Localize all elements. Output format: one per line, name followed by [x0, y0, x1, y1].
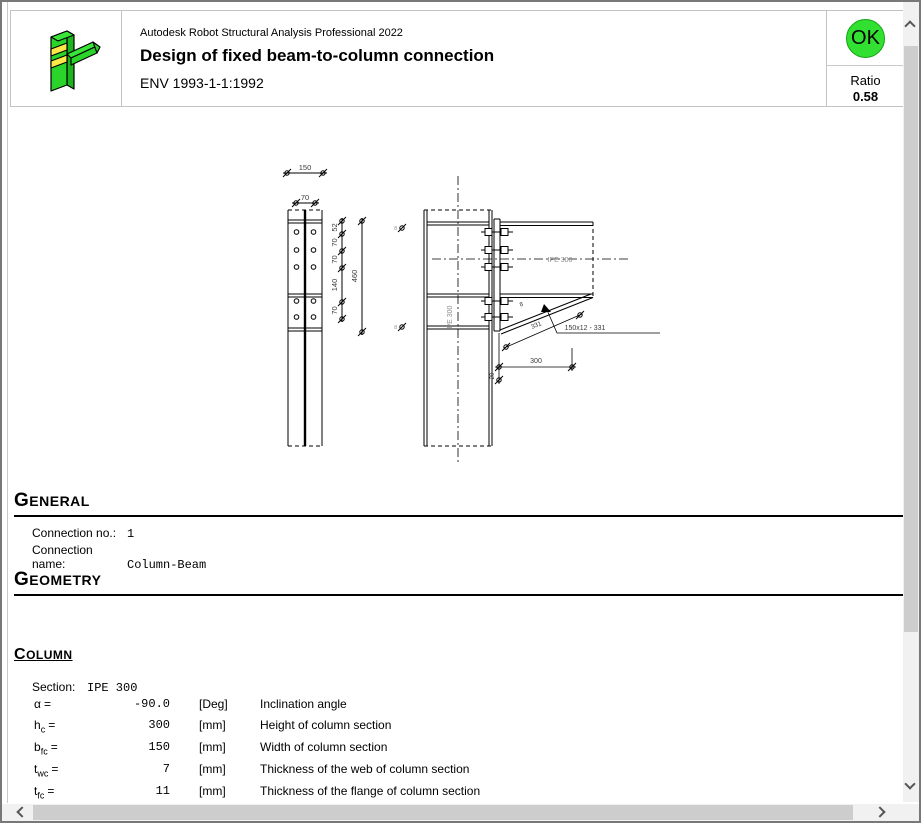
connection-name-value: Column-Beam: [127, 558, 207, 572]
connection-name-label: Connection name:: [32, 543, 93, 571]
chevron-right-icon[interactable]: [874, 806, 885, 817]
vertical-scrollbar-thumb[interactable]: [904, 46, 918, 632]
chevron-left-icon[interactable]: [16, 806, 27, 817]
column-section-label: Section:: [32, 680, 76, 694]
horizontal-scrollbar[interactable]: [2, 804, 903, 821]
ratio-value: 0.58: [852, 89, 879, 104]
connection-number-label: Connection no.:: [32, 526, 117, 540]
haunch-plate-label: 150x12 - 331: [564, 325, 606, 332]
param-value: 300: [148, 718, 170, 732]
design-code: ENV 1993-1-1:1992: [140, 75, 264, 91]
param-row-hc: [2, 718, 762, 738]
chevron-up-icon[interactable]: [904, 20, 915, 31]
param-unit: [mm]: [199, 784, 226, 798]
scrollbar-corner: [903, 804, 919, 821]
page-title: Design of fixed beam-to-column connection: [140, 46, 495, 65]
column-section-value: IPE 300: [87, 681, 138, 695]
param-unit: [mm]: [199, 718, 226, 732]
dim-chain-70b-label: 70: [330, 255, 339, 264]
param-unit: [Deg]: [199, 697, 228, 711]
param-description: Thickness of the web of column section: [260, 762, 470, 776]
param-value: 7: [162, 762, 170, 776]
dim-chain-140-label: 140: [330, 278, 339, 292]
param-symbol: $h_c$ =: [34, 718, 56, 735]
param-value: 150: [148, 740, 170, 754]
param-row-twc: [2, 762, 762, 782]
vertical-scrollbar[interactable]: [903, 2, 919, 802]
param-row-tfc: [2, 784, 762, 804]
dim-chain-52-label: 52: [330, 223, 339, 232]
chevron-down-icon[interactable]: [904, 778, 915, 789]
ok-circle-icon: OK: [846, 19, 885, 58]
ratio-label: Ratio: [850, 73, 881, 88]
param-symbol: $t_{wc}$ =: [34, 762, 59, 779]
weld-haunch-label: 8: [519, 301, 525, 309]
column-section-row: [32, 680, 137, 695]
report-body: [2, 2, 903, 802]
param-symbol: α =: [34, 697, 51, 711]
subsection-heading-column: COLUMN: [14, 646, 73, 663]
dim-total-height-label: 460: [350, 269, 359, 283]
param-description: Height of column section: [260, 718, 392, 732]
param-unit: [mm]: [199, 762, 226, 776]
horizontal-scrollbar-thumb[interactable]: [33, 805, 853, 820]
param-value: 11: [155, 784, 170, 798]
param-unit: [mm]: [199, 740, 226, 754]
dim-offset-label: 20: [490, 372, 496, 380]
dim-span-label: 300: [530, 358, 542, 365]
param-description: Width of column section: [260, 740, 388, 754]
param-value: -90.0: [133, 697, 170, 711]
param-description: Inclination angle: [260, 697, 347, 711]
weld-bottom-label: 8: [394, 325, 397, 331]
dim-plate-width-label: 150: [298, 163, 312, 172]
param-row-bfc: [2, 740, 762, 760]
connection-number-row: [32, 526, 134, 541]
app-name: Autodesk Robot Structural Analysis Professional 2022: [140, 27, 403, 39]
param-symbol: $t_{fc}$ =: [34, 784, 55, 801]
column-section-label: IPE 300: [447, 305, 454, 331]
connection-number-value: 1: [127, 527, 135, 541]
param-description: Thickness of the flange of column section: [260, 784, 481, 798]
param-row-alpha: [2, 697, 762, 717]
beam-section-label: IPE 300: [547, 257, 573, 264]
weld-top-label: 8: [394, 226, 397, 232]
dim-chain-70a-label: 70: [330, 238, 339, 247]
section-heading-general: GENERAL: [14, 491, 904, 517]
dim-bolt-gauge-label: 70: [300, 193, 310, 202]
section-heading-geometry: GEOMETRY: [14, 570, 904, 596]
haunch-length-label: 331: [530, 320, 543, 331]
connection-name-row: [32, 543, 206, 572]
dim-chain-70c-label: 70: [330, 306, 339, 315]
param-symbol: $b_{fc}$ =: [34, 740, 58, 757]
